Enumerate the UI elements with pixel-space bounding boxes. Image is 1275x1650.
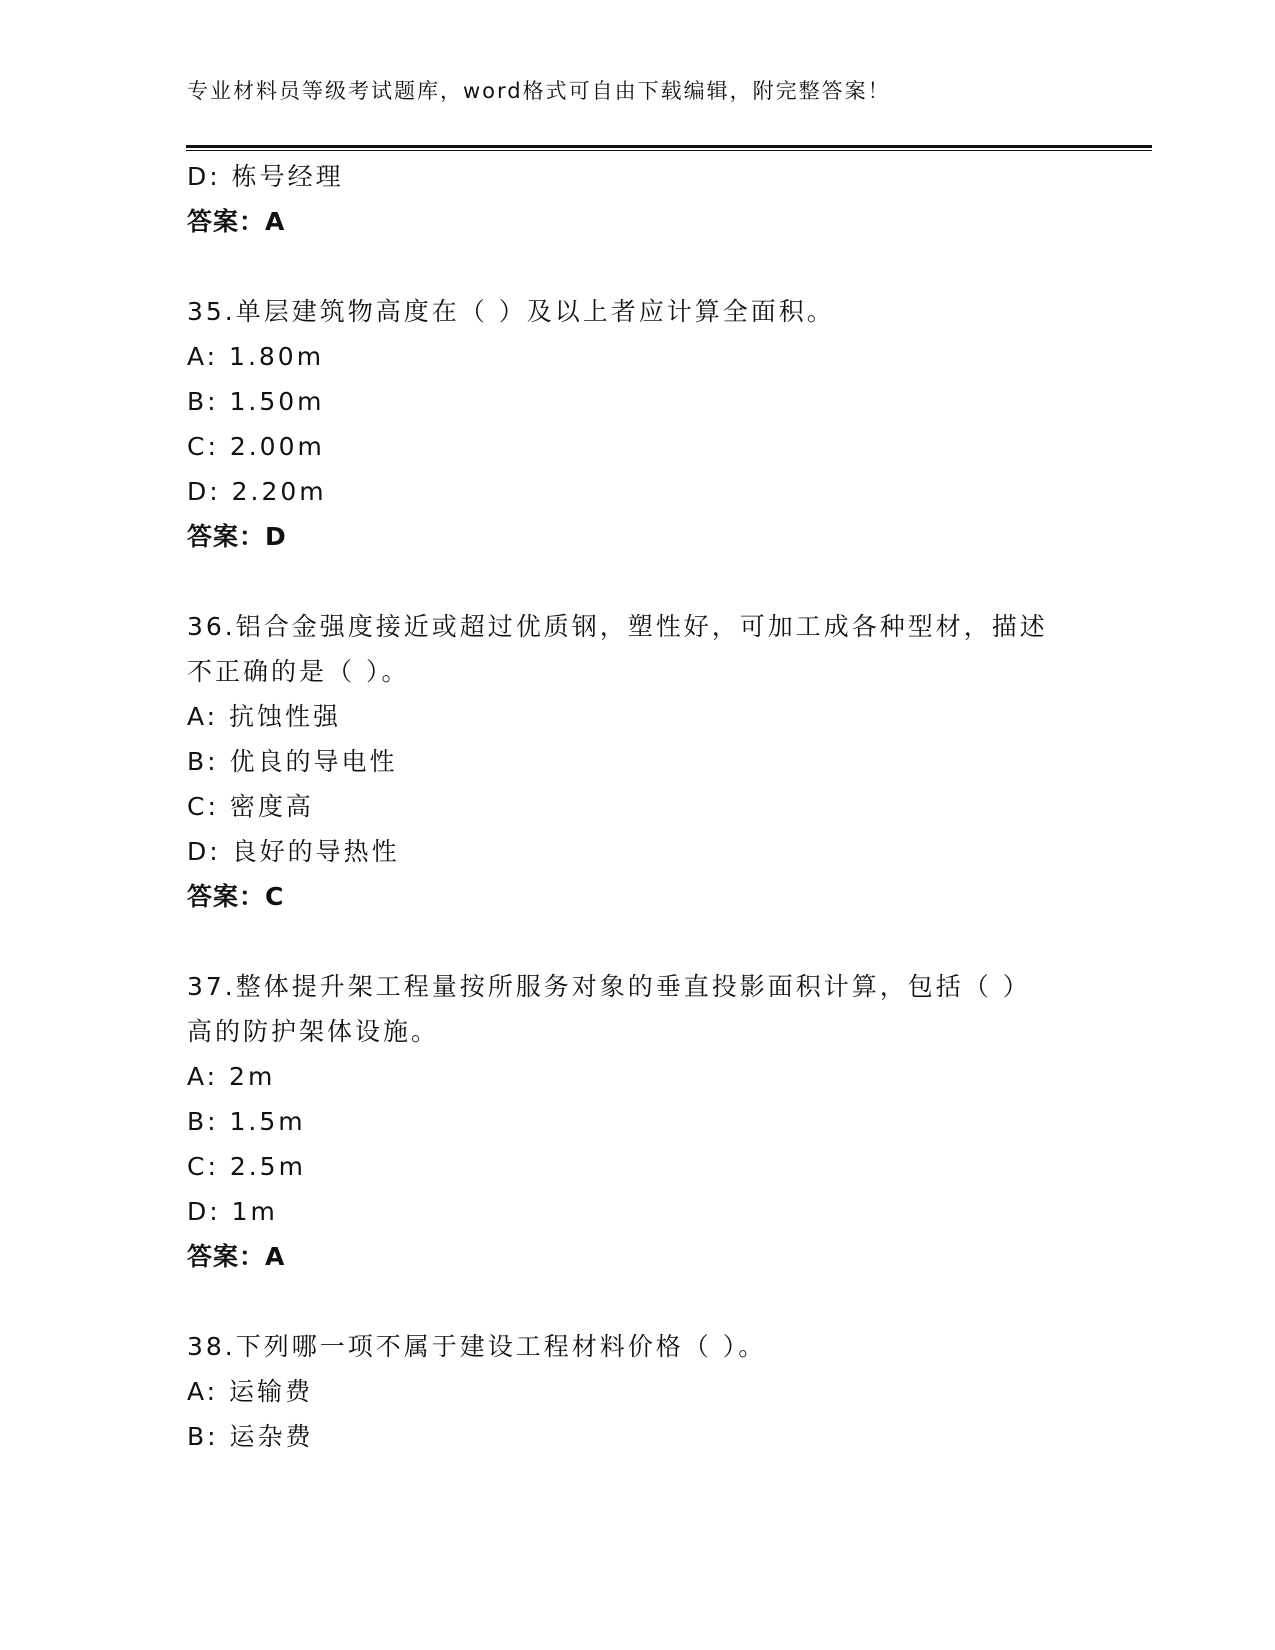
option-a-q37: A: 2m [187, 1062, 276, 1091]
option-d-q37: D: 1m [187, 1197, 278, 1226]
option-b-q37: B: 1.5m [187, 1107, 306, 1136]
question-37-line-2: 高的防护架体设施。 [187, 1017, 440, 1046]
option-a-q35: A: 1.80m [187, 342, 325, 371]
question-38: 38.下列哪一项不属于建设工程材料价格（ ）。 [187, 1332, 767, 1361]
option-c-q37: C: 2.5m [187, 1152, 306, 1181]
option-d-q35: D: 2.20m [187, 477, 327, 506]
question-36-line-2: 不正确的是（ ）。 [187, 657, 410, 686]
answer-q37: 答案：A [187, 1242, 286, 1271]
option-d-q34: D: 栋号经理 [187, 162, 344, 191]
option-b-q35: B: 1.50m [187, 387, 325, 416]
page-header: 专业材料员等级考试题库，word格式可自由下载编辑，附完整答案！ [187, 79, 891, 103]
answer-q34: 答案：A [187, 207, 286, 236]
option-d-q36: D: 良好的导热性 [187, 837, 400, 866]
answer-q36: 答案：C [187, 882, 285, 911]
answer-q35: 答案：D [187, 522, 287, 551]
question-36-line-1: 36.铝合金强度接近或超过优质钢，塑性好，可加工成各种型材，描述 [187, 612, 1048, 641]
question-37-line-1: 37.整体提升架工程量按所服务对象的垂直投影面积计算，包括（ ） [187, 972, 1031, 1001]
question-35: 35.单层建筑物高度在（ ）及以上者应计算全面积。 [187, 297, 835, 326]
header-rule-thin [186, 150, 1152, 151]
header-rule-thick [186, 145, 1152, 148]
option-b-q36: B: 优良的导电性 [187, 747, 398, 776]
option-a-q36: A: 抗蚀性强 [187, 702, 342, 731]
option-a-q38: A: 运输费 [187, 1377, 314, 1406]
option-b-q38: B: 运杂费 [187, 1422, 314, 1451]
option-c-q36: C: 密度高 [187, 792, 314, 821]
option-c-q35: C: 2.00m [187, 432, 325, 461]
